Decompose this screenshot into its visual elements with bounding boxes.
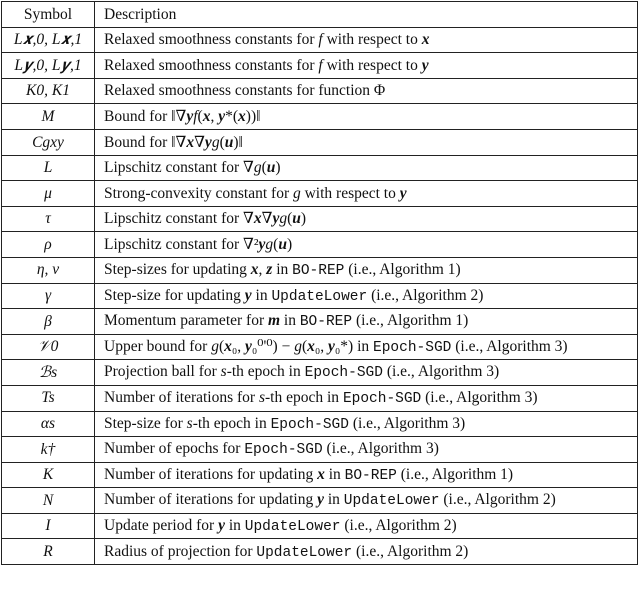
math-fragment: y [218,516,225,534]
symbol-cell: M [2,104,95,130]
table-row [2,539,638,565]
table-row [2,411,638,437]
math-fragment: BO-REP [292,262,345,279]
math-fragment: m [267,312,281,330]
symbol-cell: k† [2,437,95,463]
math-fragment: x [224,337,232,355]
table-body [2,27,638,564]
table-row [2,78,638,104]
math-fragment: UpdateLower [343,493,440,510]
description-cell: Relaxed smoothness constants for function Φ [95,78,638,104]
math-fragment: BO-REP [299,314,353,331]
math-fragment: g [211,337,219,355]
table-row [2,129,638,155]
math-fragment: y [399,184,407,202]
table-row [2,462,638,488]
table-row [2,27,638,53]
description-cell: Momentum parameter for m in BO-REP (i.e., Algorithm 1) [95,309,638,335]
description-cell: Radius of projection for UpdateLower (i.e., Algorithm 2) [95,539,638,565]
math-fragment: Epoch-SGD [342,390,422,407]
math-fragment: x [317,465,325,483]
symbol-cell: Cgxy [2,129,95,155]
symbol-cell: L𝒚,0, L𝒚,1 [2,53,95,79]
math-fragment: y [245,337,252,355]
symbol-cell: Ts [2,385,95,411]
math-fragment: u [278,235,287,253]
description-cell: Strong-convexity constant for g with respect to y [95,181,638,207]
symbol-cell: I [2,513,95,539]
description-cell: Number of epochs for Epoch-SGD (i.e., Algorithm 3) [95,437,638,463]
symbol-cell: L [2,155,95,181]
symbol-cell: N [2,488,95,514]
table-row [2,488,638,514]
math-fragment: g [211,133,220,151]
math-fragment: y [204,133,212,151]
table-row [2,513,638,539]
math-fragment: f [193,107,198,125]
table-row [2,283,638,309]
table-row [2,334,638,360]
symbol-cell: η, ν [2,257,95,283]
symbol-cell: K0, K1 [2,78,95,104]
header-description: Description [95,2,638,28]
math-fragment: x [253,210,262,228]
math-fragment: u [224,133,234,151]
math-fragment: Epoch-SGD [244,442,323,459]
math-fragment: BO-REP [344,467,397,484]
description-cell: Number of iterations for s-th epoch in Epoch-SGD (i.e., Algorithm 3) [95,385,638,411]
math-fragment: x [250,260,259,278]
math-fragment: s [220,363,227,381]
table-row [2,385,638,411]
math-fragment: y [186,107,194,125]
description-cell: Projection ball for s-th epoch in Epoch-SGD (i.e., Algorithm 3) [95,360,638,386]
math-fragment: Epoch-SGD [270,416,349,433]
table-row [2,257,638,283]
symbol-table-container [1,1,638,565]
math-fragment: y [258,235,266,253]
math-fragment: x [238,107,246,125]
symbol-cell: γ [2,283,95,309]
math-fragment: g [253,159,262,177]
math-fragment: z [266,260,273,278]
math-fragment: y [218,107,226,125]
math-fragment: x [307,337,315,355]
table-row [2,232,638,258]
symbol-cell: ℬs [2,360,95,386]
symbol-cell: τ [2,206,95,232]
description-cell: Update period for y in UpdateLower (i.e., Algorithm 2) [95,513,638,539]
description-cell: Step-sizes for updating x, z in BO-REP (i.e., Algorithm 1) [95,257,638,283]
math-fragment: UpdateLower [256,544,353,561]
description-cell: Lipschitz constant for ∇g(u) [95,155,638,181]
symbol-cell: R [2,539,95,565]
math-fragment: x [186,133,195,151]
symbol-cell: K [2,462,95,488]
symbol-cell: ρ [2,232,95,258]
symbol-cell: μ [2,181,95,207]
description-cell: Lipschitz constant for ∇x∇yg(u) [95,206,638,232]
description-cell: Lipschitz constant for ∇²yg(u) [95,232,638,258]
table-row [2,309,638,335]
symbol-cell: L𝒙,0, L𝒙,1 [2,27,95,53]
table-row [2,181,638,207]
description-cell: Upper bound for g(x₀, y₀⁰'⁰) − g(x₀, y₀*) in Epoch-SGD (i.e., Algorithm 3) [95,334,638,360]
table-row [2,104,638,130]
table-row [2,360,638,386]
math-fragment: y [317,491,324,509]
math-fragment: s [186,414,193,432]
math-fragment: Epoch-SGD [373,339,452,356]
description-cell: Bound for ‖∇yf(x, y*(x))‖ [95,104,638,130]
table-row [2,155,638,181]
math-fragment: g [292,184,301,202]
math-fragment: g [265,235,274,253]
symbol-table [1,1,638,565]
symbol-cell: 𝒱0 [2,334,95,360]
math-fragment: s [258,388,266,406]
description-cell: Number of iterations for updating x in BO-REP (i.e., Algorithm 1) [95,462,638,488]
table-row [2,53,638,79]
description-cell: Number of iterations for updating y in UpdateLower (i.e., Algorithm 2) [95,488,638,514]
math-fragment: x [421,31,430,49]
header-row [2,2,638,28]
math-fragment: y [421,56,429,74]
description-cell: Relaxed smoothness constants for f with respect to x [95,27,638,53]
math-fragment: g [279,210,288,228]
math-fragment: y [272,210,280,228]
math-fragment: f [318,56,323,74]
math-fragment: g [294,337,302,355]
header-symbol: Symbol [2,2,95,28]
symbol-cell: β [2,309,95,335]
math-fragment: UpdateLower [271,288,368,305]
description-cell: Relaxed smoothness constants for f with respect to y [95,53,638,79]
description-cell: Bound for ‖∇x∇yg(u)‖ [95,129,638,155]
table-row [2,206,638,232]
math-fragment: u [292,210,301,228]
math-fragment: u [266,159,276,177]
description-cell: Step-size for s-th epoch in Epoch-SGD (i.e., Algorithm 3) [95,411,638,437]
math-fragment: x [202,107,211,125]
math-fragment: UpdateLower [244,518,341,535]
math-fragment: y [328,337,335,355]
math-fragment: f [318,31,323,49]
math-fragment: Epoch-SGD [304,365,383,382]
description-cell: Step-size for updating y in UpdateLower (i.e., Algorithm 2) [95,283,638,309]
symbol-cell: αs [2,411,95,437]
math-fragment: y [244,286,252,304]
table-row [2,437,638,463]
